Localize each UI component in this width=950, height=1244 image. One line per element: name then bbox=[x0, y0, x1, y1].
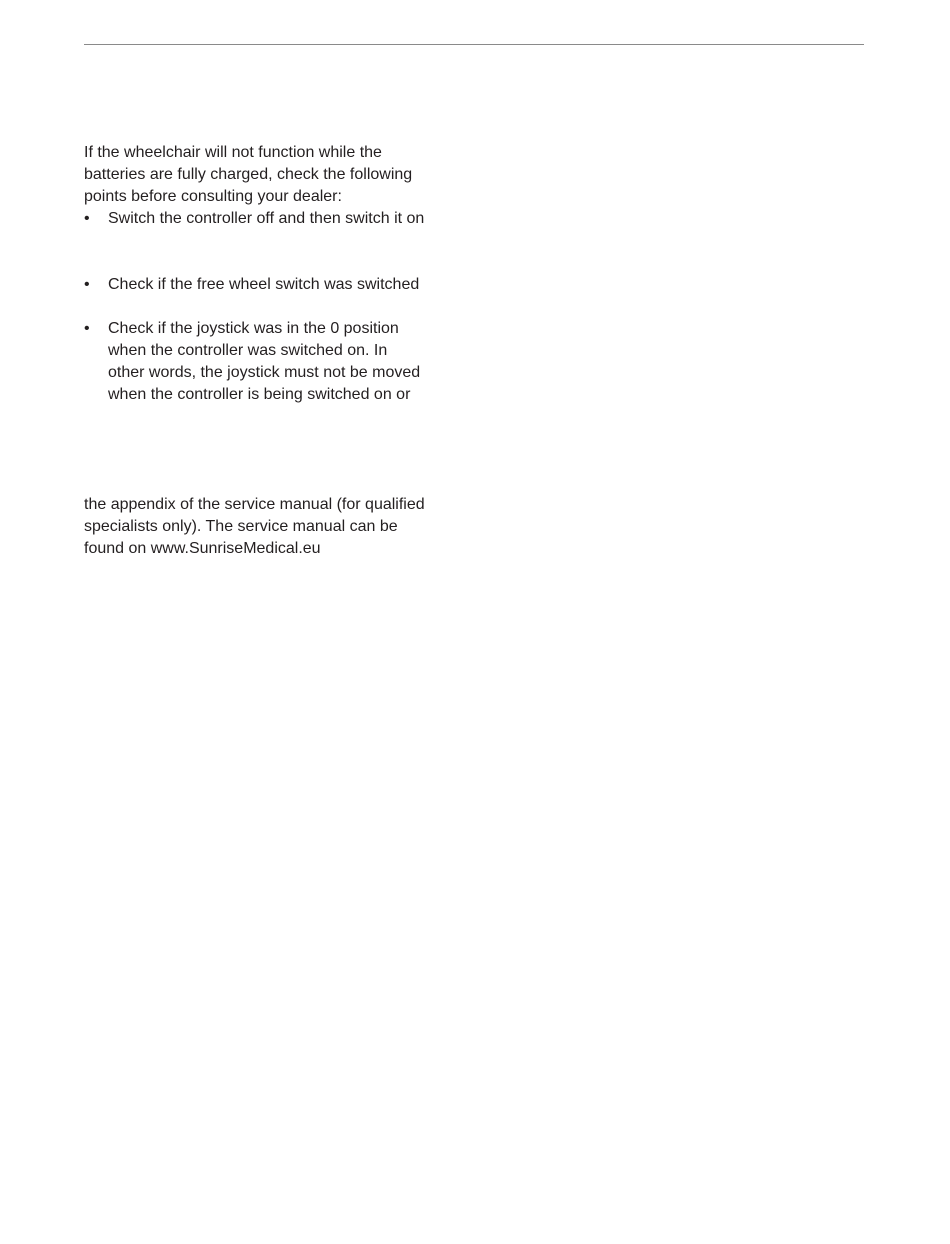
intro-line: batteries are fully charged, check the following bbox=[84, 166, 413, 183]
spacer bbox=[84, 296, 454, 318]
bullet-text: when the controller is being switched on or bbox=[108, 386, 411, 403]
closing-paragraph bbox=[84, 494, 454, 560]
header-rule bbox=[84, 44, 864, 45]
intro-line: points before consulting your dealer: bbox=[84, 188, 342, 205]
closing-line: specialists only). The service manual can be bbox=[84, 518, 398, 535]
bullet-item-free-wheel-switch bbox=[84, 274, 454, 296]
bullet-text: when the controller was switched on. In bbox=[108, 342, 388, 359]
intro-line: If the wheelchair will not function while the bbox=[84, 144, 382, 161]
closing-line: the appendix of the service manual (for qualified bbox=[84, 496, 425, 513]
spacer bbox=[84, 472, 454, 494]
intro-paragraph bbox=[84, 142, 454, 208]
bullet-item-switch-controller bbox=[84, 208, 454, 230]
bullet-icon: • bbox=[84, 276, 90, 293]
bullet-text: Check if the joystick was in the 0 position bbox=[108, 320, 399, 337]
spacer bbox=[84, 230, 454, 274]
bullet-text: other words, the joystick must not be moved bbox=[108, 364, 421, 381]
closing-line: found on www.SunriseMedical.eu bbox=[84, 540, 321, 557]
bullet-icon: • bbox=[84, 210, 90, 227]
bullet-text: Check if the free wheel switch was switched bbox=[108, 276, 420, 293]
bullet-item-joystick-position bbox=[84, 318, 454, 406]
text-column bbox=[84, 142, 454, 560]
spacer bbox=[84, 406, 454, 472]
bullet-icon: • bbox=[84, 320, 90, 337]
bullet-text: Switch the controller off and then switch it on bbox=[108, 210, 425, 227]
